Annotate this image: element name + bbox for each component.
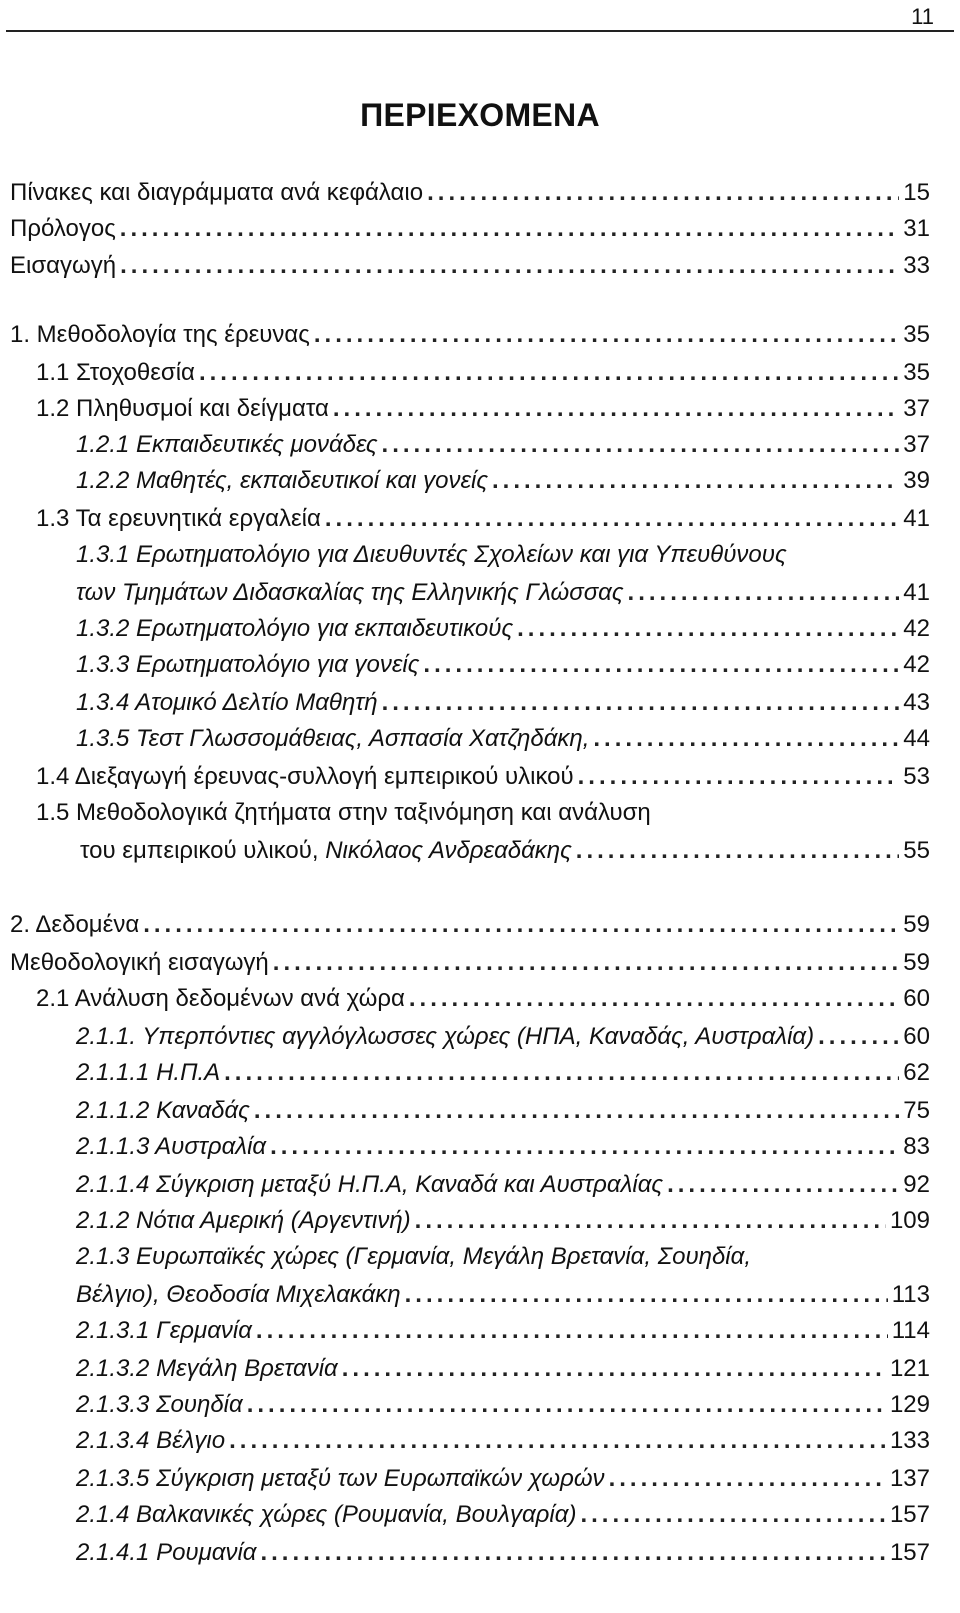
toc-entry <box>76 430 930 460</box>
toc-entry-page: 31 <box>903 215 930 242</box>
toc-entry <box>76 578 930 608</box>
toc-entry-text: 2.1.1.3 Αυστραλία <box>76 1133 267 1160</box>
toc-entry-text: 1.2 Πληθυσμοί και δείγματα <box>36 395 329 422</box>
toc-leader-dots <box>667 1170 899 1200</box>
toc-leader-dots <box>580 1500 886 1530</box>
toc-entry <box>76 1280 930 1310</box>
page-title: ΠΕΡΙΕΧΟΜΕΝΑ <box>360 97 600 133</box>
toc-entry <box>36 358 930 388</box>
toc-entry <box>80 836 930 866</box>
toc-entry <box>10 910 930 940</box>
toc-entry-page: 37 <box>903 431 930 458</box>
toc-entry-page: 129 <box>889 1391 930 1418</box>
toc-entry <box>76 724 930 754</box>
toc-entry-page: 55 <box>903 837 930 864</box>
toc-entry-text: 2.1.1.4 Σύγκριση μεταξύ Η.Π.Α, Καναδά και Αυστραλίας <box>76 1171 664 1198</box>
toc-entry <box>76 1096 930 1126</box>
toc-entry-text: 2.1.4 Βαλκανικές χώρες (Ρουμανία, Βουλγαρία) <box>76 1501 577 1528</box>
toc-entry-page: 137 <box>889 1465 930 1492</box>
toc-entry-text: 2.1.3.1 Γερμανία <box>76 1317 252 1344</box>
toc-entry-text: Πρόλογος <box>10 215 116 242</box>
toc-entry-page: 37 <box>903 395 930 422</box>
toc-entry <box>10 320 930 350</box>
toc-entry-text <box>80 836 572 866</box>
toc-entry <box>76 1316 930 1346</box>
toc-leader-dots <box>628 578 900 608</box>
toc-leader-dots <box>415 1206 886 1236</box>
toc-entry-page: 42 <box>903 615 930 642</box>
toc-entry-text: 1.2.1 Εκπαιδευτικές μονάδες <box>76 431 378 458</box>
toc-leader-dots <box>333 394 899 424</box>
toc-leader-dots <box>409 984 899 1014</box>
toc-entry-page: 41 <box>903 505 930 532</box>
toc-entry-text: Πίνακες και διαγράμματα ανά κεφάλαιο <box>10 179 424 206</box>
toc-entry <box>76 1132 930 1162</box>
toc-leader-dots <box>325 504 899 534</box>
toc-leader-dots <box>382 430 900 460</box>
toc-entry-page: 75 <box>903 1097 930 1124</box>
toc-entry-page: 44 <box>903 725 930 752</box>
toc-entry-text: 1.3.4 Ατομικό Δελτίο Μαθητή <box>76 689 378 716</box>
toc-entry-author: Νικόλαος Ανδρεαδάκης <box>325 837 572 864</box>
toc-entry <box>76 1170 930 1200</box>
toc-entry-page: 92 <box>903 1171 930 1198</box>
toc-entry-text: των Τμημάτων Διδασκαλίας της Ελληνικής Γλώσσας <box>76 579 624 606</box>
toc-entry-text: 2.1.3.2 Μεγάλη Βρετανία <box>76 1355 338 1382</box>
toc-leader-dots <box>342 1354 886 1384</box>
toc-entry <box>76 650 930 680</box>
toc-leader-dots <box>224 1058 899 1088</box>
toc-entry <box>10 251 930 281</box>
toc-entry-page: 53 <box>903 763 930 790</box>
toc-entry-page: 114 <box>891 1317 930 1344</box>
toc-entry <box>76 1058 930 1088</box>
toc-entry-page: 62 <box>903 1059 930 1086</box>
toc-leader-dots <box>254 1096 899 1126</box>
toc-entry <box>76 614 930 644</box>
toc-entry-page: 109 <box>889 1207 930 1234</box>
header-rule <box>6 30 954 32</box>
toc-entry-page: 83 <box>903 1133 930 1160</box>
toc-entry <box>76 1426 930 1456</box>
toc-entry-page: 43 <box>903 689 930 716</box>
toc-entry <box>10 948 930 978</box>
toc-entry <box>76 688 930 718</box>
toc-entry-text: 2.1.3 Ευρωπαϊκές χώρες (Γερμανία, Μεγάλη Βρετανία, Σουηδία, <box>76 1243 751 1270</box>
toc-leader-dots <box>405 1280 888 1310</box>
toc-leader-dots <box>517 614 899 644</box>
toc-entry-text: Εισαγωγή <box>10 252 117 279</box>
toc-entry <box>36 984 930 1014</box>
toc-entry-text: 1.4 Διεξαγωγή έρευνας-συλλογή εμπειρικού υλικού <box>36 763 574 790</box>
toc-entry-text: 2.1.1.1 Η.Π.Α <box>76 1059 221 1086</box>
toc-entry-page: 113 <box>891 1281 930 1308</box>
toc-entry <box>76 1390 930 1420</box>
toc-leader-dots <box>578 762 900 792</box>
toc-entry <box>76 466 930 496</box>
toc-entry-page: 133 <box>889 1427 930 1454</box>
toc-entry-text: 1.2.2 Μαθητές, εκπαιδευτικοί και γονείς <box>76 467 488 494</box>
toc-entry-page: 33 <box>903 252 930 279</box>
toc-entry-text: 2. Δεδομένα <box>10 911 140 938</box>
toc-leader-dots <box>120 251 899 281</box>
toc-entry-text: 1.5 Μεθοδολογικά ζητήματα στην ταξινόμηση και ανάλυση <box>36 799 651 826</box>
toc-leader-dots <box>427 178 899 208</box>
toc-entry-page: 41 <box>903 579 930 606</box>
toc-leader-dots <box>260 1538 885 1568</box>
toc-entry-text: 1.3 Τα ερευνητικά εργαλεία <box>36 505 321 532</box>
toc-leader-dots <box>609 1464 886 1494</box>
toc-leader-dots <box>247 1390 886 1420</box>
toc-entry-text: 2.1.3.4 Βέλγιο <box>76 1427 226 1454</box>
toc-leader-dots <box>229 1426 886 1456</box>
toc-entry-text: 2.1.4.1 Ρουμανία <box>76 1539 257 1566</box>
toc-leader-dots <box>314 320 899 350</box>
toc-entry-page: 35 <box>903 359 930 386</box>
toc-entry-page: 60 <box>903 985 930 1012</box>
toc-entry-page: 35 <box>903 321 930 348</box>
toc-entry-page: 157 <box>889 1501 930 1528</box>
toc-entry-page: 59 <box>903 949 930 976</box>
toc-entry <box>10 214 930 244</box>
toc-entry <box>36 504 930 534</box>
toc-entry-text: 2.1.2 Νότια Αμερική (Αργεντινή) <box>76 1207 411 1234</box>
toc-entry-page: 15 <box>903 179 930 206</box>
toc-entry <box>76 1500 930 1530</box>
toc-entry-text: 1.3.1 Ερωτηματολόγιο για Διευθυντές Σχολείων και για Υπευθύνους <box>76 541 787 568</box>
toc-entry-text: 2.1.1. Υπερπόντιες αγγλόγλωσσες χώρες (ΗΠΑ, Καναδάς, Αυστραλία) <box>76 1023 815 1050</box>
toc-entry <box>76 1206 930 1236</box>
toc-entry-text: 1. Μεθοδολογία της έρευνας <box>10 321 310 348</box>
toc-leader-dots <box>576 836 900 866</box>
toc-entry <box>76 1022 930 1052</box>
toc-entry-text: 1.1 Στοχοθεσία <box>36 359 195 386</box>
toc-leader-dots <box>270 1132 899 1162</box>
toc-entry-page: 39 <box>903 467 930 494</box>
toc-leader-dots <box>492 466 899 496</box>
toc-entry-page: 157 <box>889 1539 930 1566</box>
toc-entry-text: Βέλγιο), Θεοδοσία Μιχελακάκη <box>76 1281 401 1308</box>
toc-leader-dots <box>199 358 899 388</box>
toc-entry <box>76 1538 930 1568</box>
toc-entry-text: 2.1.3.5 Σύγκριση μεταξύ των Ευρωπαϊκών χωρών <box>76 1465 605 1492</box>
toc-leader-dots <box>382 688 900 718</box>
toc-entry-text: Μεθοδολογική εισαγωγή <box>10 949 269 976</box>
toc-entry-text: 1.3.2 Ερωτηματολόγιο για εκπαιδευτικούς <box>76 615 514 642</box>
toc-leader-dots <box>273 948 900 978</box>
toc-entry <box>36 394 930 424</box>
toc-entry-text: 2.1 Ανάλυση δεδομένων ανά χώρα <box>36 985 405 1012</box>
toc-leader-dots <box>120 214 900 244</box>
toc-leader-dots <box>256 1316 888 1346</box>
toc-leader-dots <box>143 910 899 940</box>
toc-entry-text: 2.1.1.2 Καναδάς <box>76 1097 250 1124</box>
toc-entry-page: 60 <box>903 1023 930 1050</box>
toc-leader-dots <box>818 1022 899 1052</box>
toc-entry-text: 1.3.3 Ερωτηματολόγιο για γονείς <box>76 651 420 678</box>
toc-entry-page: 42 <box>903 651 930 678</box>
toc-leader-dots <box>593 724 899 754</box>
toc-entry <box>76 1464 930 1494</box>
toc-entry-page: 59 <box>903 911 930 938</box>
page-number: 11 <box>911 4 934 29</box>
toc-entry <box>76 1354 930 1384</box>
toc-entry-text: 1.3.5 Τεστ Γλωσσομάθειας, Ασπασία Χατζηδάκη, <box>76 725 590 752</box>
toc-entry-text-normal: του εμπειρικού υλικού, <box>80 837 326 864</box>
toc-entry-text: 2.1.3.3 Σουηδία <box>76 1391 243 1418</box>
toc-entry <box>10 178 930 208</box>
toc-leader-dots <box>423 650 899 680</box>
toc-entry <box>36 762 930 792</box>
toc-entry-page: 121 <box>889 1355 930 1382</box>
